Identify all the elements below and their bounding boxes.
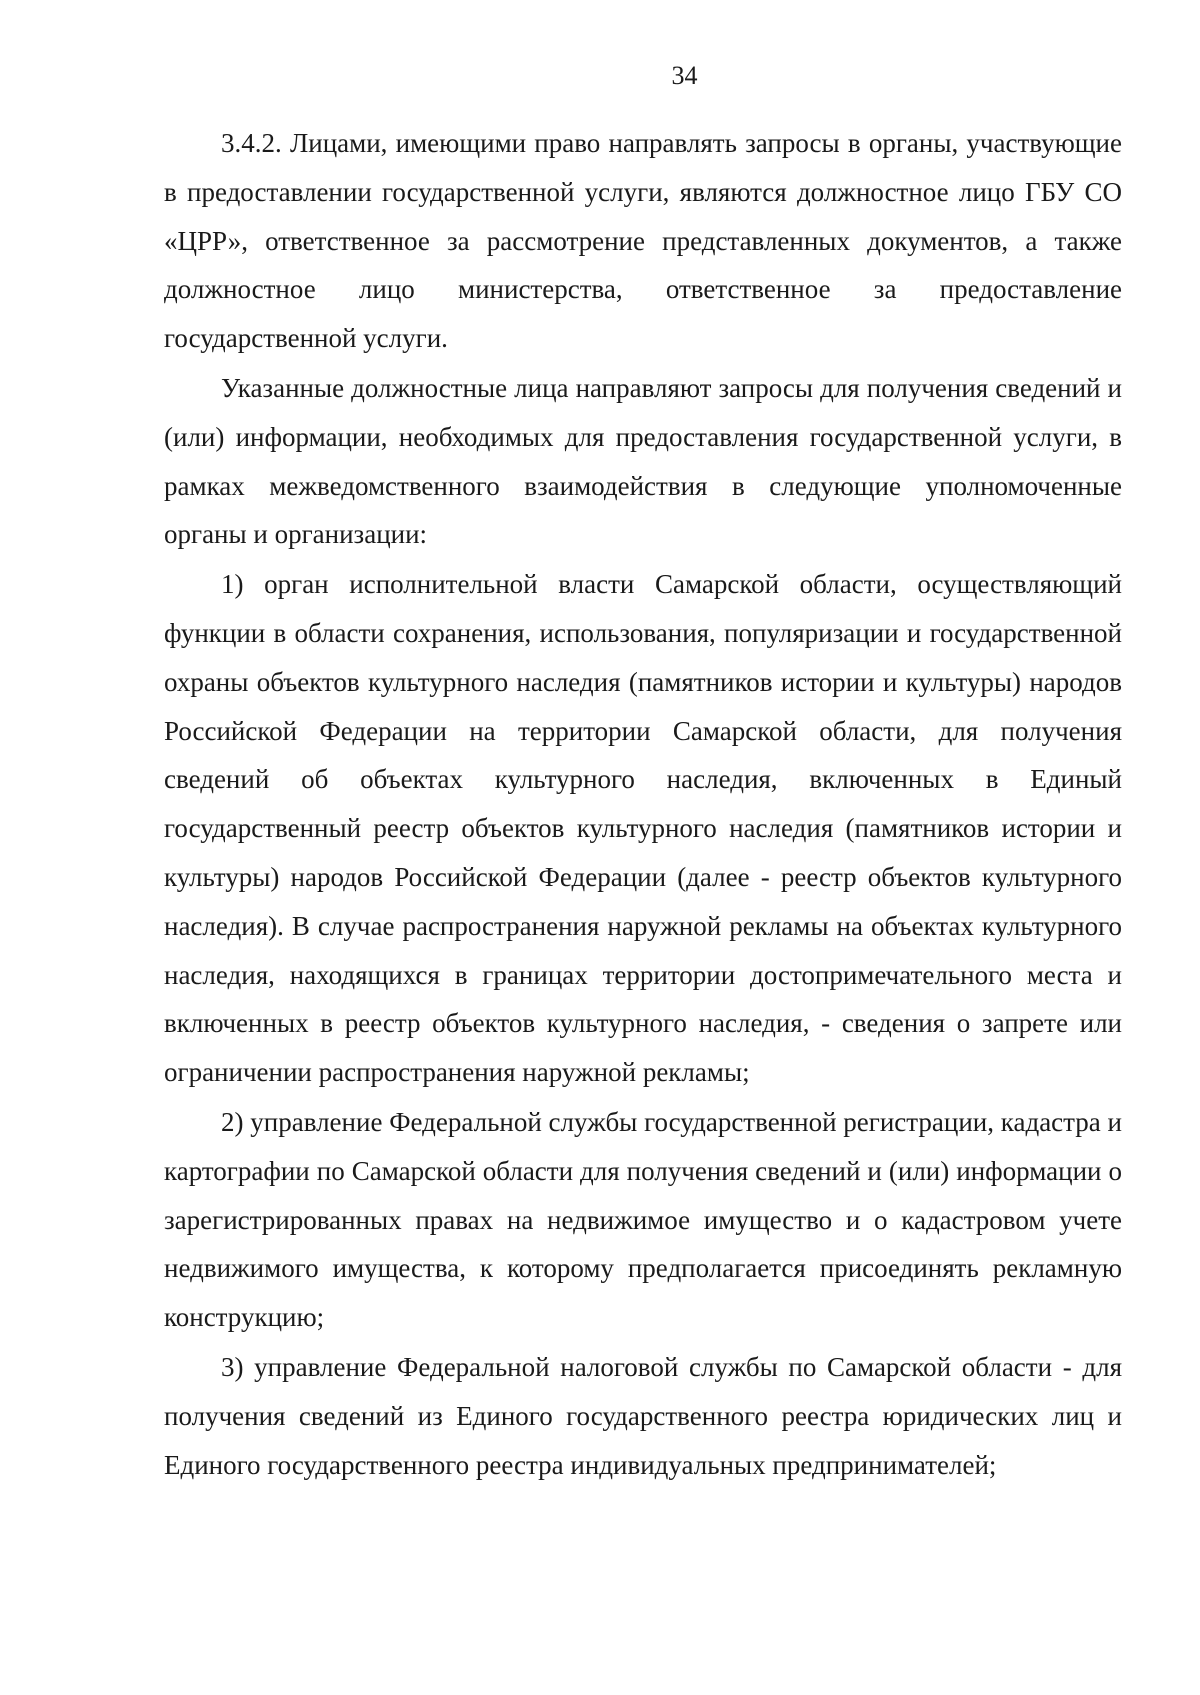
page-number: 34: [671, 61, 698, 90]
list-item-3: 3) управление Федеральной налоговой службы по Самарской области - для получения сведений из Единого государственного реестра юридических лиц и Единого государственного реестра индивидуальных предпринимателей;: [164, 1351, 1122, 1480]
paragraph-officials-requests: Указанные должностные лица направляют запросы для получения сведений и (или) информации, необходимых для предоставления государственной услуги, в рамках межведомственного взаимодействия в следующие уполномоченные органы и организации:: [164, 372, 1122, 550]
paragraph-3-4-2: 3.4.2. Лицами, имеющими право направлять запросы в органы, участвующие в предоставлении государственной услуги, являются должностное лицо ГБУ СО «ЦРР», ответственное за рассмотрение представленных документов, а также должностное лицо министерства, ответственное за предоставление государственной услуги.: [164, 128, 1122, 354]
list-item-1: 1) орган исполнительной власти Самарской области, осуществляющий функции в области сохранения, использования, популяризации и государственной охраны объектов культурного наследия (памятников истории и культуры) народов Российской Федерации на территории Самарской области, для получения сведений об объектах культурного наследия, включенных в Единый государственный реестр объектов культурного наследия (памятников истории и культуры) народов Российской Федерации (далее - реестр объектов культурного наследия). В случае распространения наружной рекламы на объектах культурного наследия, находящихся в границах территории достопримечательного места и включенных в реестр объектов культурного наследия, - сведения о запрете или ограничении распространения наружной рекламы;: [164, 569, 1122, 1088]
list-item-2: 2) управление Федеральной службы государственной регистрации, кадастра и картографии по Самарской области для получения сведений и (или) информации о зарегистрированных правах на недвижимое имущество и о кадастровом учете недвижимого имущества, к которому предполагается присоединять рекламную конструкцию;: [164, 1106, 1122, 1333]
document-body: [164, 119, 1122, 1489]
